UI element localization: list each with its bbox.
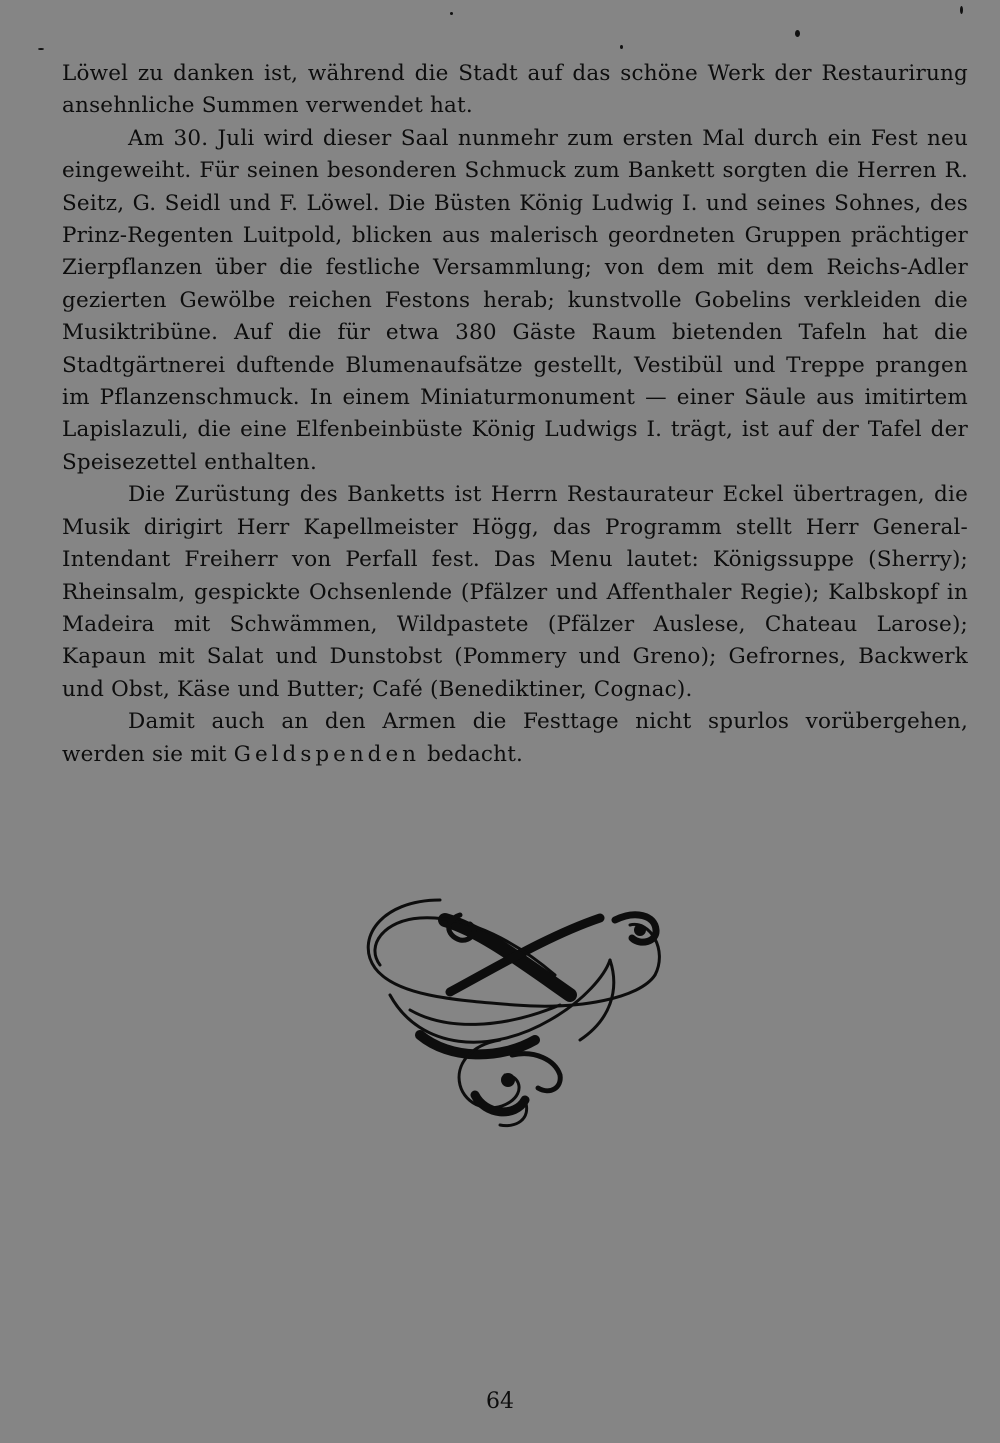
- scan-speck: [620, 45, 623, 49]
- scan-speck: [960, 6, 963, 14]
- scan-speck: [450, 12, 453, 15]
- emphasized-text: Geldspenden: [233, 741, 421, 767]
- paragraph-text: Am 30. Juli wird dieser Saal nunmehr zum ersten Mal durch ein Fest neu eingeweiht. Für seinen besonderen Schmuck zum Bankett sorgten die Herren R. Seitz, G. Seidl und F. Löwel. Die Büsten König Ludwig I. und seines Sohnes, des Prinz-Regenten Luitpold, blicken aus malerisch geordneten Gruppen prächtiger Zierpflanzen über die festliche Versammlung; von dem mit dem Reichs-Adler gezierten Gewölbe reichen Festons herab; kunstvolle Gobelins verkleiden die Musiktribüne. Auf die für etwa 380 Gäste Raum bietenden Tafeln hat die Stadtgärtnerei duftende Blumenaufsätze gestellt, Vestibül und Treppe prangen im Pflanzenschmuck. In einem Miniaturmonument — einer Säule aus imitirtem Lapislazuli, die eine Elfenbeinbüste König Ludwigs I. trägt, ist auf der Tafel der Speisezettel enthalten.: [62, 125, 968, 475]
- ornament-flourish-icon: [350, 880, 670, 1130]
- scan-speck: [795, 30, 800, 37]
- paragraph: [62, 58, 968, 123]
- paragraph-text: bedacht.: [420, 741, 524, 767]
- paragraph: [62, 706, 968, 771]
- paragraph-text: Die Zurüstung des Banketts ist Herrn Restaurateur Eckel übertragen, die Musik dirigirt Herr Kapellmeister Högg, das Programm stellt Herr General-Intendant Freiherr von Perfall fest. Das Menu lautet: Königssuppe (Sherry); Rheinsalm, gespickte Ochsenlende (Pfälzer und Affenthaler Regie); Kalbskopf in Madeira mit Schwämmen, Wildpastete (Pfälzer Auslese, Chateau Larose); Kapaun mit Salat und Dunstobst (Pommery und Greno); Gefrornes, Backwerk und Obst, Käse und Butter; Café (Benediktiner, Cognac).: [62, 482, 968, 702]
- paragraph: [62, 479, 968, 706]
- paragraph-text: Löwel zu danken ist, während die Stadt auf das schöne Werk der Restaurirung ansehnliche Summen verwendet hat.: [62, 61, 968, 119]
- paragraph-text: Damit auch an den Armen die Festtage nicht spurlos vorübergehen, werden sie mit: [62, 709, 968, 767]
- paragraph: [62, 123, 968, 479]
- body-text: [62, 58, 968, 771]
- scan-speck: [38, 48, 44, 50]
- page-number: 64: [486, 1389, 514, 1414]
